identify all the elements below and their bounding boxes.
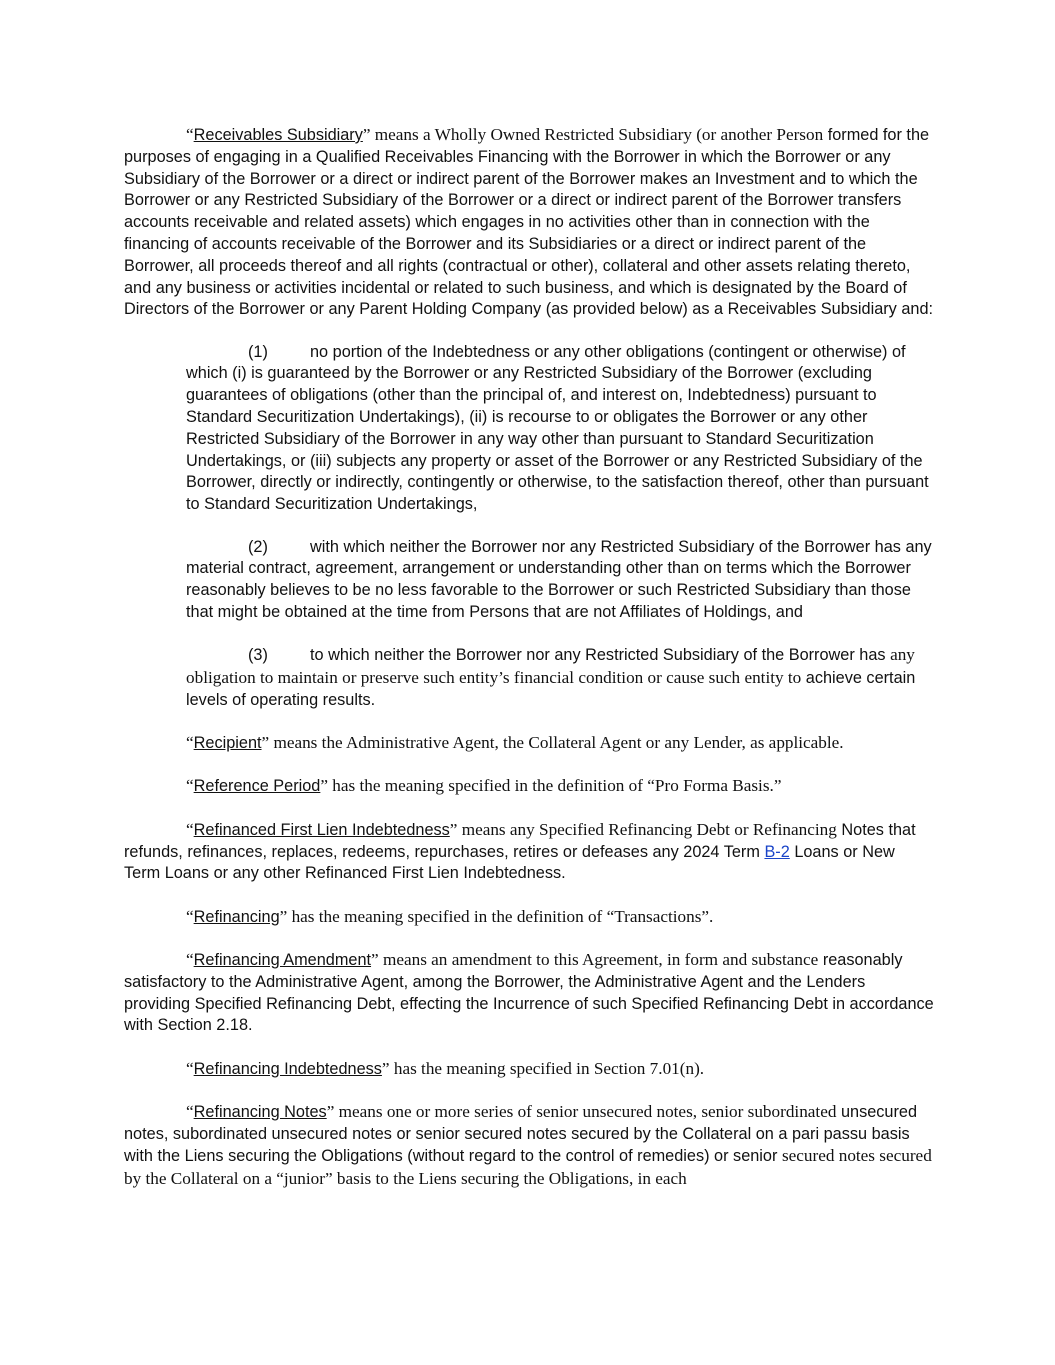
definition-receivables-subsidiary: “Receivables Subsidiary” means a Wholly Owned Restricted Subsidiary (or another Person formed for the purposes of engaging in a Qualified Receivables Financing with the Borrower in which the Borrower or any Subsidiary of the Borrower or a direct or indirect parent of the Borrower makes an Investment and to which the Borrower or any Restricted Subsidiary of the Borrower or a direct or indirect parent of the Borrower transfers accounts receivable and related assets) which engages in no activities other than in connection with the financing of accounts receivable of the Borrower and its Subsidiaries or a direct or indirect parent of the Borrower, all proceeds thereof and all rights (contractual or other), collateral and other assets relating thereto, and any business or activities incidental or related to such business, and which is designated by the Board of Directors of the Borrower or any Parent Holding Company (as provided below) as a Receivables Subsidiary and: [124,125,934,319]
definition-refinancing-amendment: “Refinancing Amendment” means an amendment to this Agreement, in form and substance reasonably satisfactory to the Administrative Agent, among the Borrower, the Administrative Agent and the Lenders providing Specified Refinancing Debt, effecting the Incurrence of such Specified Refinancing Debt in accordance with Section 2.18. [124,949,934,1035]
definition-reference-period: “Reference Period” has the meaning specified in the definition of “Pro Forma Basis.” [186,776,782,796]
defined-term: Refinancing [193,907,280,926]
list-item-number: (1) [248,342,268,361]
defined-term: Refinanced First Lien Indebtedness [193,820,450,839]
defined-term: Recipient [193,734,262,753]
defined-term: Refinancing Indebtedness [193,1059,382,1078]
defined-term: Refinancing Notes [193,1102,327,1121]
definition-recipient: “Recipient” means the Administrative Agent, the Collateral Agent or any Lender, as applicable. [186,733,844,753]
list-item: (1) no portion of the Indebtedness or any other obligations (contingent or otherwise) of which (i) is guaranteed by the Borrower or any Restricted Subsidiary of the Borrower (excluding guarantees of obligations (other than the principal of, and interest on, Indebtedness) pursuant to Standard Securitization Undertakings), (ii) is recourse to or obligates the Borrower or any other Restricted Subsidiary of the Borrower in any way other than pursuant to Standard Securitization Undertakings, or (iii) subjects any property or asset of the Borrower or any Restricted Subsidiary of the Borrower, directly or indirectly, contingently or otherwise, to the satisfaction thereof, other than pursuant to Standard Securitization Undertakings, [186,342,929,514]
defined-term: Reference Period [193,777,321,796]
definition-refinancing: “Refinancing” has the meaning specified in the definition of “Transactions”. [186,906,714,926]
list-item-number: (3) [248,646,268,665]
definition-refinancing-notes: “Refinancing Notes” means one or more series of senior unsecured notes, senior subordinated unsecured notes, subordinated unsecured notes or senior secured notes secured by the Collateral on a pari passu basis with the Liens securing the Obligations (without regard to the control of remedies) or senior secured notes secured by the Collateral on a “junior” basis to the Liens securing the Obligations, in each [124,1101,932,1189]
definition-refinancing-indebtedness: “Refinancing Indebtedness” has the meaning specified in Section 7.01(n). [186,1058,705,1078]
b-2-link[interactable]: B-2 [764,842,790,861]
definition-refinanced-first-lien-indebtedness: “Refinanced First Lien Indebtedness” means any Specified Refinancing Debt or Refinancing Notes that refunds, refinances, replaces, redeems, repurchases, retires or defeases any 2024 Term B-2 Loans or New Term Loans or any other Refinanced First Lien Indebtedness. [124,819,916,883]
defined-term: Refinancing Amendment [193,950,372,969]
defined-term: Receivables Subsidiary [193,126,363,144]
document-page [124,124,934,1212]
list-item: (3) to which neither the Borrower nor any Restricted Subsidiary of the Borrower has any obligation to maintain or preserve such entity’s financial condition or cause such entity to achieve certain levels of operating results. [186,645,916,709]
list-item-number: (2) [248,537,268,556]
list-item: (2) with which neither the Borrower nor any Restricted Subsidiary of the Borrower has any material contract, agreement, arrangement or understanding other than on terms which the Borrower reasonably believes to be no less favorable to the Borrower or such Restricted Subsidiary than those that might be obtained at the time from Persons that are not Affiliates of Holdings, and [186,537,932,621]
